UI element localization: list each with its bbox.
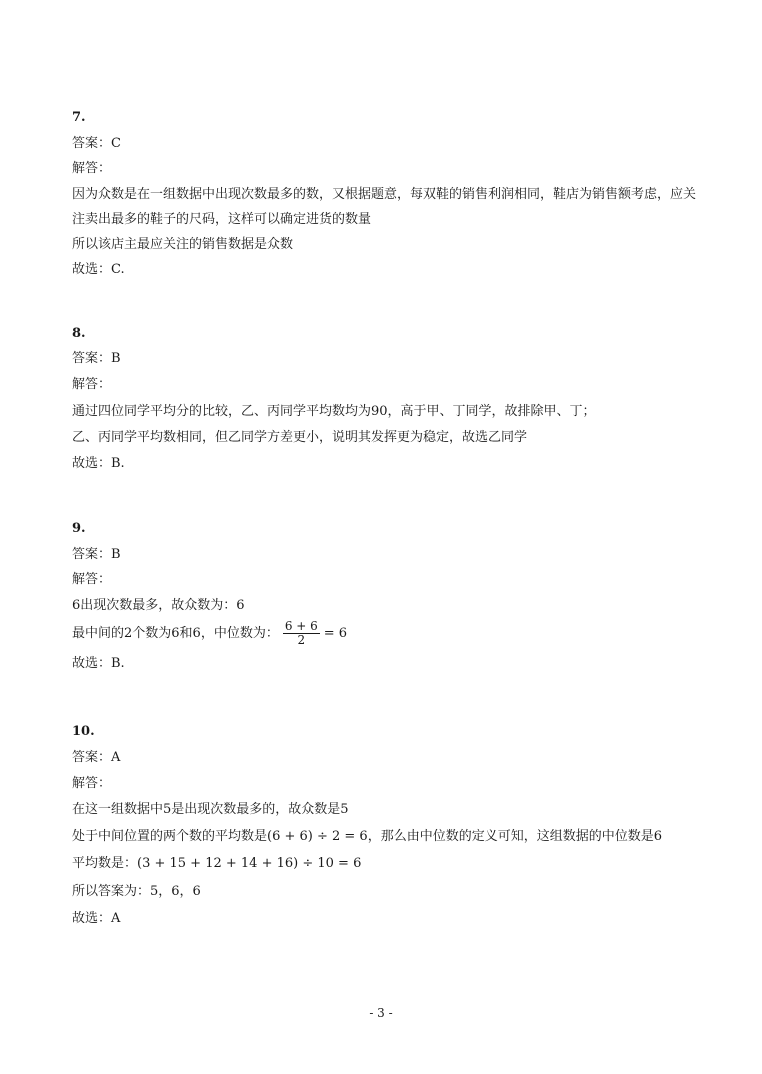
solution-10-line-3: 平均数是：(3 + 15 + 12 + 14 + 16) ÷ 10 = 6 [72,856,362,871]
question-number-7: 7. [72,110,86,125]
fraction-denominator: 2 [297,633,306,647]
answer-7: 答案：C [72,136,121,151]
solution-label-10: 解答： [72,776,112,791]
solution-9-line-1: 6出现次数最多，故众数为：6 [72,598,245,613]
solution-8-line-3: 故选：B. [72,456,125,471]
median-fraction [283,620,320,647]
solution-10-line-2: 处于中间位置的两个数的平均数是(6 + 6) ÷ 2 = 6，那么由中位数的定义可知，这组数据的中位数是6 [72,829,662,844]
median-result: = 6 [323,626,348,641]
answer-8: 答案：B [72,351,121,366]
solution-7-line-4: 故选：C. [72,262,125,277]
answer-10: 答案：A [72,750,121,765]
median-text: 最中间的2个数为6和6，中位数为： [72,626,279,641]
solution-7-line-2: 注卖出最多的鞋子的尺码，这样可以确定进货的数量 [72,212,372,227]
solution-7-line-1: 因为众数是在一组数据中出现次数最多的数，又根据题意，每双鞋的销售利润相同，鞋店为销售额考虑，应关 [72,187,697,202]
solution-label-7: 解答： [72,161,112,176]
question-number-8: 8. [72,326,86,341]
fraction-numerator: 6 + 6 [284,619,318,633]
page-number: - 3 - [369,1006,393,1020]
answer-9: 答案：B [72,547,121,562]
solution-8-line-2: 乙、丙同学平均数相同，但乙同学方差更小，说明其发挥更为稳定，故选乙同学 [72,430,528,445]
solution-10-line-4: 所以答案为：5，6，6 [72,884,201,899]
question-number-9: 9. [72,521,86,536]
solution-label-9: 解答： [72,572,112,587]
solution-10-line-5: 故选：A [72,911,121,926]
solution-label-8: 解答： [72,377,112,392]
solution-9-line-2 [72,620,347,647]
solution-7-line-3: 所以该店主最应关注的销售数据是众数 [72,237,294,252]
question-number-10: 10. [72,724,95,739]
solution-8-line-1: 通过四位同学平均分的比较，乙、丙同学平均数均为90，高于甲、丁同学，故排除甲、丁； [72,404,596,419]
solution-9-line-3: 故选：B. [72,656,125,671]
solution-10-line-1: 在这一组数据中5是出现次数最多的，故众数是5 [72,802,349,817]
